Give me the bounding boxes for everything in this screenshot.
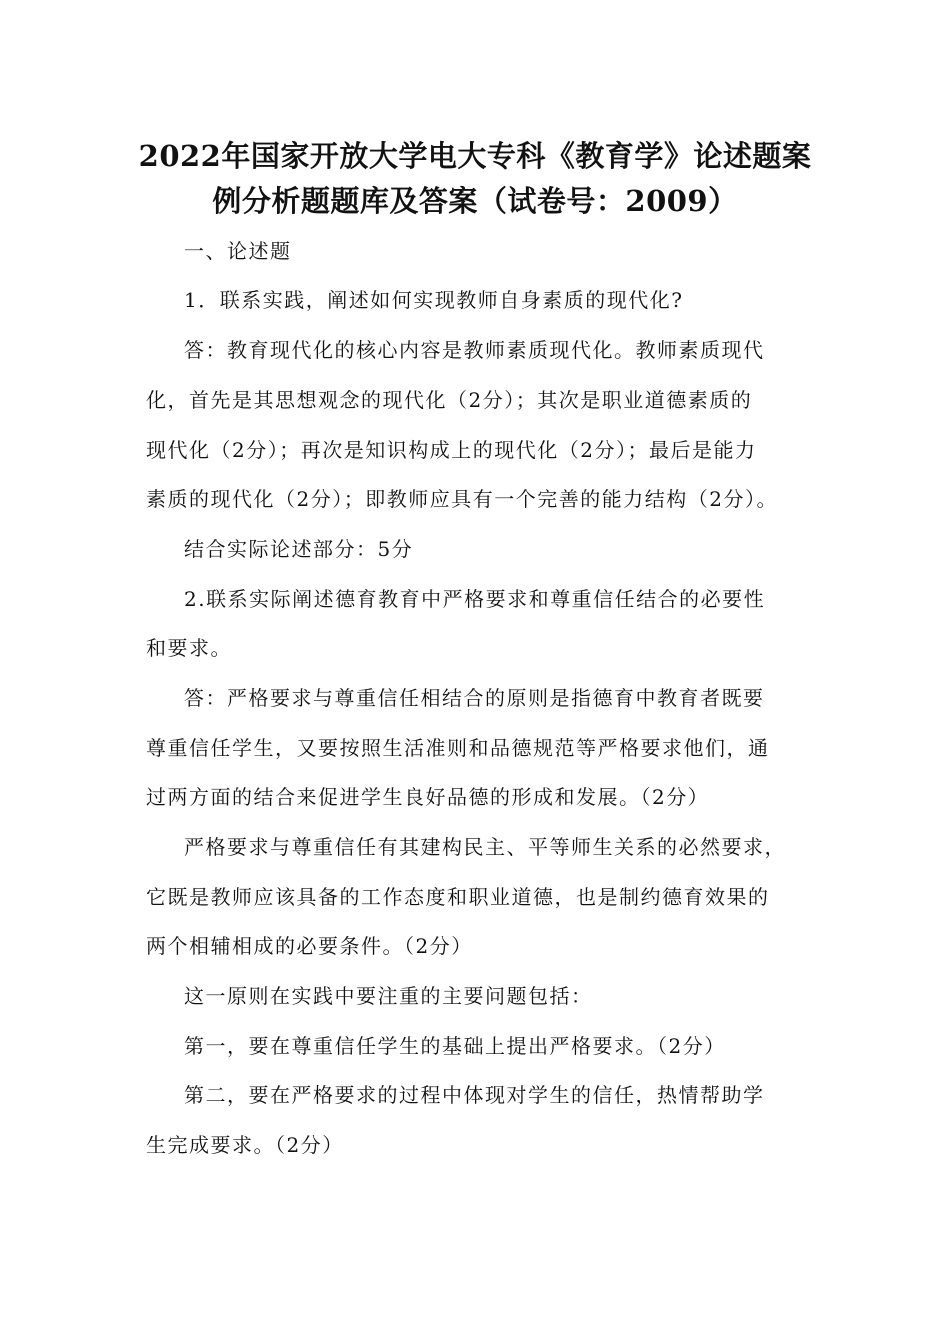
answer-2-line: 它既是教师应该具备的工作态度和职业道德，也是制约德育效果的 bbox=[146, 885, 770, 909]
answer-2-line: 两个相辅相成的必要条件。（2分） bbox=[146, 934, 473, 958]
question-2: 和要求。 bbox=[146, 636, 232, 660]
answer-1-line: 答：教育现代化的核心内容是教师素质现代化。教师素质现代 bbox=[184, 338, 765, 362]
answer-2-line: 严格要求与尊重信任有其建构民主、平等师生关系的必然要求， bbox=[184, 835, 786, 859]
question-1: 1．联系实践，阐述如何实现教师自身素质的现代化? bbox=[184, 288, 684, 312]
question-2: 2.联系实际阐述德育教育中严格要求和尊重信任结合的必要性 bbox=[184, 587, 766, 611]
answer-2-line: 第一，要在尊重信任学生的基础上提出严格要求。（2分） bbox=[184, 1034, 726, 1058]
answer-2-line: 答：严格要求与尊重信任相结合的原则是指德育中教育者既要 bbox=[184, 686, 765, 710]
answer-1-line: 化，首先是其思想观念的现代化（2分）；其次是职业道德素质的 bbox=[146, 388, 753, 412]
answer-1-line: 素质的现代化（2分）；即教师应具有一个完善的能力结构（2分）。 bbox=[146, 487, 778, 511]
answer-1-score: 结合实际论述部分：5分 bbox=[184, 537, 414, 561]
section-heading: 一、论述题 bbox=[184, 239, 292, 263]
answer-2-line: 第二，要在严格要求的过程中体现对学生的信任，热情帮助学 bbox=[184, 1083, 765, 1107]
answer-1-line: 现代化（2分）；再次是知识构成上的现代化（2分）；最后是能力 bbox=[146, 438, 757, 462]
answer-2-line: 尊重信任学生，又要按照生活准则和品德规范等严格要求他们，通 bbox=[146, 736, 770, 760]
document-title-line-2: 例分析题题库及答案（试卷号：2009） bbox=[212, 184, 738, 218]
answer-2-line: 这一原则在实践中要注重的主要问题包括： bbox=[184, 984, 593, 1008]
answer-2-line: 过两方面的结合来促进学生良好品德的形成和发展。（2分） bbox=[146, 785, 710, 809]
answer-2-line: 生完成要求。（2分） bbox=[146, 1133, 344, 1157]
document-title-line-1: 2022年国家开放大学电大专科《教育学》论述题案 bbox=[138, 139, 812, 173]
